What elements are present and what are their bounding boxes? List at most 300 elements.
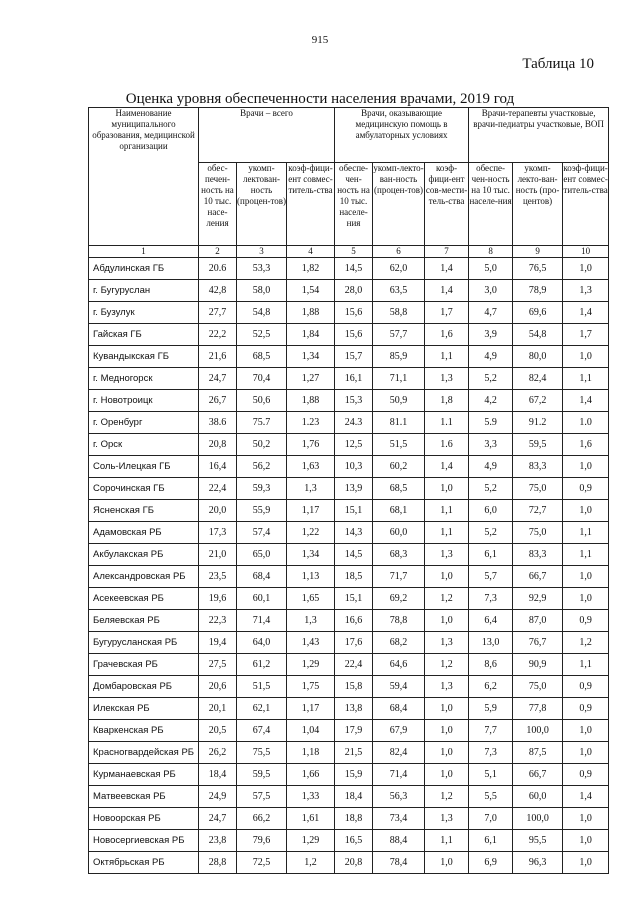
value-cell: 38.6 xyxy=(199,412,237,434)
header-sub: обеспе-чен-ность на 10 тыс. населе-ния xyxy=(335,163,373,246)
value-cell: 15,6 xyxy=(335,302,373,324)
value-cell: 51,5 xyxy=(373,434,425,456)
table-body xyxy=(89,258,609,874)
value-cell: 60,0 xyxy=(513,786,563,808)
column-number: 1 xyxy=(89,246,199,258)
institution-name-cell: Кваркенская РБ xyxy=(89,720,199,742)
value-cell: 1,0 xyxy=(563,500,609,522)
value-cell: 1,2 xyxy=(425,786,469,808)
value-cell: 50,2 xyxy=(237,434,287,456)
value-cell: 4,9 xyxy=(469,456,513,478)
value-cell: 24,7 xyxy=(199,368,237,390)
value-cell: 20,1 xyxy=(199,698,237,720)
value-cell: 1.23 xyxy=(287,412,335,434)
value-cell: 70,4 xyxy=(237,368,287,390)
value-cell: 1,82 xyxy=(287,258,335,280)
value-cell: 13,8 xyxy=(335,698,373,720)
value-cell: 1,1 xyxy=(425,522,469,544)
value-cell: 16,1 xyxy=(335,368,373,390)
value-cell: 17,6 xyxy=(335,632,373,654)
value-cell: 76,7 xyxy=(513,632,563,654)
value-cell: 15,9 xyxy=(335,764,373,786)
value-cell: 1,7 xyxy=(425,302,469,324)
table-row xyxy=(89,544,609,566)
table-row xyxy=(89,412,609,434)
institution-name-cell: Сорочинская ГБ xyxy=(89,478,199,500)
value-cell: 5,9 xyxy=(469,698,513,720)
institution-name-cell: Курманаевская РБ xyxy=(89,764,199,786)
value-cell: 1,34 xyxy=(287,346,335,368)
value-cell: 1,0 xyxy=(563,742,609,764)
value-cell: 57,4 xyxy=(237,522,287,544)
value-cell: 20.6 xyxy=(199,258,237,280)
value-cell: 7,0 xyxy=(469,808,513,830)
value-cell: 82,4 xyxy=(513,368,563,390)
value-cell: 78,9 xyxy=(513,280,563,302)
value-cell: 22,2 xyxy=(199,324,237,346)
value-cell: 68,3 xyxy=(373,544,425,566)
value-cell: 17,9 xyxy=(335,720,373,742)
value-cell: 75,0 xyxy=(513,522,563,544)
value-cell: 5,5 xyxy=(469,786,513,808)
column-number: 9 xyxy=(513,246,563,258)
value-cell: 87,0 xyxy=(513,610,563,632)
value-cell: 23,8 xyxy=(199,830,237,852)
value-cell: 6,1 xyxy=(469,544,513,566)
value-cell: 1,2 xyxy=(287,852,335,874)
institution-name-cell: Октябрьская РБ xyxy=(89,852,199,874)
column-number: 3 xyxy=(237,246,287,258)
value-cell: 20,5 xyxy=(199,720,237,742)
value-cell: 68,5 xyxy=(237,346,287,368)
value-cell: 6,9 xyxy=(469,852,513,874)
value-cell: 15,6 xyxy=(335,324,373,346)
institution-name-cell: г. Медногорск xyxy=(89,368,199,390)
table-row xyxy=(89,346,609,368)
institution-name-cell: Грачевская РБ xyxy=(89,654,199,676)
value-cell: 1,27 xyxy=(287,368,335,390)
value-cell: 15,7 xyxy=(335,346,373,368)
value-cell: 5,7 xyxy=(469,566,513,588)
value-cell: 18,5 xyxy=(335,566,373,588)
value-cell: 1,76 xyxy=(287,434,335,456)
institution-name-cell: Соль-Илецкая ГБ xyxy=(89,456,199,478)
value-cell: 1,63 xyxy=(287,456,335,478)
table-row xyxy=(89,786,609,808)
value-cell: 20,8 xyxy=(199,434,237,456)
value-cell: 61,2 xyxy=(237,654,287,676)
value-cell: 1,1 xyxy=(425,346,469,368)
institution-name-cell: Новосергиевская РБ xyxy=(89,830,199,852)
value-cell: 1,84 xyxy=(287,324,335,346)
value-cell: 62,1 xyxy=(237,698,287,720)
table-row xyxy=(89,632,609,654)
table-row xyxy=(89,654,609,676)
table-row xyxy=(89,324,609,346)
value-cell: 1,17 xyxy=(287,500,335,522)
value-cell: 1,43 xyxy=(287,632,335,654)
header-group-row xyxy=(89,108,609,163)
header-sub: укомп-лекто-ван-ность (про-центов) xyxy=(513,163,563,246)
value-cell: 20,6 xyxy=(199,676,237,698)
value-cell: 50,9 xyxy=(373,390,425,412)
value-cell: 71,7 xyxy=(373,566,425,588)
value-cell: 1,18 xyxy=(287,742,335,764)
value-cell: 75,0 xyxy=(513,478,563,500)
header-sub: обес-печен-ность на 10 тыс. насе-ления xyxy=(199,163,237,246)
value-cell: 5.9 xyxy=(469,412,513,434)
value-cell: 20,0 xyxy=(199,500,237,522)
value-cell: 59,4 xyxy=(373,676,425,698)
institution-name-cell: Илекская РБ xyxy=(89,698,199,720)
value-cell: 6,1 xyxy=(469,830,513,852)
value-cell: 10,3 xyxy=(335,456,373,478)
institution-name-cell: Адамовская РБ xyxy=(89,522,199,544)
value-cell: 1,4 xyxy=(425,258,469,280)
column-number-row xyxy=(89,246,609,258)
institution-name-cell: Бугурусланская РБ xyxy=(89,632,199,654)
value-cell: 77,8 xyxy=(513,698,563,720)
value-cell: 19,4 xyxy=(199,632,237,654)
value-cell: 15,1 xyxy=(335,588,373,610)
table-row xyxy=(89,280,609,302)
table-row xyxy=(89,302,609,324)
table-row xyxy=(89,588,609,610)
value-cell: 72,5 xyxy=(237,852,287,874)
value-cell: 75,0 xyxy=(513,676,563,698)
table-row xyxy=(89,852,609,874)
header-group-all-doctors: Врачи – всего xyxy=(199,108,335,163)
value-cell: 1,2 xyxy=(425,588,469,610)
value-cell: 88,4 xyxy=(373,830,425,852)
value-cell: 75,5 xyxy=(237,742,287,764)
table-row xyxy=(89,830,609,852)
column-number: 5 xyxy=(335,246,373,258)
value-cell: 73,4 xyxy=(373,808,425,830)
value-cell: 58,0 xyxy=(237,280,287,302)
value-cell: 1,6 xyxy=(563,434,609,456)
value-cell: 56,2 xyxy=(237,456,287,478)
value-cell: 67,2 xyxy=(513,390,563,412)
value-cell: 1,0 xyxy=(563,852,609,874)
value-cell: 5,1 xyxy=(469,764,513,786)
value-cell: 56,3 xyxy=(373,786,425,808)
value-cell: 58,8 xyxy=(373,302,425,324)
value-cell: 59,5 xyxy=(513,434,563,456)
value-cell: 1,1 xyxy=(563,368,609,390)
value-cell: 15,3 xyxy=(335,390,373,412)
value-cell: 79,6 xyxy=(237,830,287,852)
value-cell: 1,0 xyxy=(563,456,609,478)
value-cell: 5,2 xyxy=(469,522,513,544)
value-cell: 1,75 xyxy=(287,676,335,698)
table-row xyxy=(89,566,609,588)
value-cell: 14,3 xyxy=(335,522,373,544)
value-cell: 21,0 xyxy=(199,544,237,566)
value-cell: 1,0 xyxy=(563,720,609,742)
value-cell: 90,9 xyxy=(513,654,563,676)
value-cell: 18,8 xyxy=(335,808,373,830)
value-cell: 1,0 xyxy=(425,566,469,588)
value-cell: 1,4 xyxy=(425,456,469,478)
value-cell: 7,3 xyxy=(469,588,513,610)
value-cell: 0,9 xyxy=(563,478,609,500)
value-cell: 7,7 xyxy=(469,720,513,742)
value-cell: 18,4 xyxy=(199,764,237,786)
value-cell: 1,1 xyxy=(425,500,469,522)
institution-name-cell: Красногвардейская РБ xyxy=(89,742,199,764)
value-cell: 67,4 xyxy=(237,720,287,742)
value-cell: 3,0 xyxy=(469,280,513,302)
table-row xyxy=(89,610,609,632)
header-group-ambulatory: Врачи, оказывающие медицинскую помощь в амбулаторных условиях xyxy=(335,108,469,163)
table-row xyxy=(89,500,609,522)
value-cell: 13,9 xyxy=(335,478,373,500)
institution-name-cell: Акбулакская РБ xyxy=(89,544,199,566)
value-cell: 54,8 xyxy=(237,302,287,324)
value-cell: 1,1 xyxy=(425,830,469,852)
value-cell: 1,3 xyxy=(425,368,469,390)
value-cell: 1,0 xyxy=(563,808,609,830)
value-cell: 1,88 xyxy=(287,302,335,324)
value-cell: 6,4 xyxy=(469,610,513,632)
value-cell: 0,9 xyxy=(563,610,609,632)
value-cell: 100,0 xyxy=(513,808,563,830)
value-cell: 66,2 xyxy=(237,808,287,830)
value-cell: 1.6 xyxy=(425,434,469,456)
table-row xyxy=(89,522,609,544)
value-cell: 1,3 xyxy=(425,808,469,830)
value-cell: 15,1 xyxy=(335,500,373,522)
value-cell: 13,0 xyxy=(469,632,513,654)
value-cell: 78,8 xyxy=(373,610,425,632)
value-cell: 59,5 xyxy=(237,764,287,786)
value-cell: 1,3 xyxy=(425,676,469,698)
value-cell: 52,5 xyxy=(237,324,287,346)
institution-name-cell: Матвеевская РБ xyxy=(89,786,199,808)
header-sub: укомп-лектован-ность (процен-тов) xyxy=(237,163,287,246)
value-cell: 63,5 xyxy=(373,280,425,302)
value-cell: 1,2 xyxy=(425,654,469,676)
value-cell: 27,5 xyxy=(199,654,237,676)
value-cell: 12,5 xyxy=(335,434,373,456)
value-cell: 3,3 xyxy=(469,434,513,456)
value-cell: 24,7 xyxy=(199,808,237,830)
value-cell: 1,1 xyxy=(563,522,609,544)
institution-name-cell: Беляевская РБ xyxy=(89,610,199,632)
value-cell: 1,3 xyxy=(425,632,469,654)
table-row xyxy=(89,742,609,764)
value-cell: 1,3 xyxy=(563,280,609,302)
value-cell: 1,0 xyxy=(425,720,469,742)
value-cell: 1,0 xyxy=(563,830,609,852)
value-cell: 60,1 xyxy=(237,588,287,610)
value-cell: 51,5 xyxy=(237,676,287,698)
value-cell: 4,7 xyxy=(469,302,513,324)
value-cell: 85,9 xyxy=(373,346,425,368)
value-cell: 1,0 xyxy=(425,764,469,786)
institution-name-cell: г. Оренбург xyxy=(89,412,199,434)
value-cell: 1,61 xyxy=(287,808,335,830)
value-cell: 87,5 xyxy=(513,742,563,764)
header-sub: коэф-фици-ент совмес-титель-ства xyxy=(563,163,609,246)
value-cell: 8,6 xyxy=(469,654,513,676)
value-cell: 28,8 xyxy=(199,852,237,874)
table-row xyxy=(89,808,609,830)
table-row xyxy=(89,368,609,390)
value-cell: 21,5 xyxy=(335,742,373,764)
value-cell: 22,4 xyxy=(199,478,237,500)
value-cell: 62,0 xyxy=(373,258,425,280)
value-cell: 17,3 xyxy=(199,522,237,544)
value-cell: 1.0 xyxy=(563,412,609,434)
value-cell: 1,0 xyxy=(425,478,469,500)
value-cell: 78,4 xyxy=(373,852,425,874)
value-cell: 1,34 xyxy=(287,544,335,566)
institution-name-cell: Домбаровская РБ xyxy=(89,676,199,698)
value-cell: 83,3 xyxy=(513,456,563,478)
column-number: 10 xyxy=(563,246,609,258)
table-row xyxy=(89,676,609,698)
institution-name-cell: Кувандыкская ГБ xyxy=(89,346,199,368)
institution-name-cell: г. Новотроицк xyxy=(89,390,199,412)
value-cell: 16,4 xyxy=(199,456,237,478)
value-cell: 1,0 xyxy=(563,566,609,588)
value-cell: 1,17 xyxy=(287,698,335,720)
value-cell: 16,5 xyxy=(335,830,373,852)
value-cell: 71,4 xyxy=(373,764,425,786)
value-cell: 1,0 xyxy=(425,742,469,764)
value-cell: 68,4 xyxy=(237,566,287,588)
value-cell: 7,3 xyxy=(469,742,513,764)
header-name: Наименование муниципального образования, медицинской организации xyxy=(89,108,199,246)
institution-name-cell: Гайская ГБ xyxy=(89,324,199,346)
column-number: 7 xyxy=(425,246,469,258)
value-cell: 95,5 xyxy=(513,830,563,852)
table-row xyxy=(89,478,609,500)
value-cell: 68,2 xyxy=(373,632,425,654)
value-cell: 4,2 xyxy=(469,390,513,412)
value-cell: 82,4 xyxy=(373,742,425,764)
value-cell: 26,7 xyxy=(199,390,237,412)
value-cell: 1,33 xyxy=(287,786,335,808)
institution-name-cell: г. Бузулук xyxy=(89,302,199,324)
value-cell: 54,8 xyxy=(513,324,563,346)
value-cell: 1,0 xyxy=(563,346,609,368)
table-row xyxy=(89,258,609,280)
header-sub: коэф-фици-ент совмес-титель-ства xyxy=(287,163,335,246)
value-cell: 5,2 xyxy=(469,368,513,390)
table-label: Таблица 10 xyxy=(522,56,594,72)
value-cell: 91.2 xyxy=(513,412,563,434)
header-group-district: Врачи-терапевты участковые, врачи-педиатры участковые, ВОП xyxy=(469,108,609,163)
value-cell: 76,5 xyxy=(513,258,563,280)
value-cell: 1,1 xyxy=(563,544,609,566)
value-cell: 69,6 xyxy=(513,302,563,324)
value-cell: 1,1 xyxy=(563,654,609,676)
value-cell: 1,4 xyxy=(425,280,469,302)
value-cell: 60,0 xyxy=(373,522,425,544)
value-cell: 1,0 xyxy=(563,258,609,280)
value-cell: 71,4 xyxy=(237,610,287,632)
value-cell: 71,1 xyxy=(373,368,425,390)
value-cell: 1,7 xyxy=(563,324,609,346)
value-cell: 5,2 xyxy=(469,478,513,500)
value-cell: 1,22 xyxy=(287,522,335,544)
value-cell: 6,2 xyxy=(469,676,513,698)
table-row xyxy=(89,456,609,478)
value-cell: 68,4 xyxy=(373,698,425,720)
value-cell: 1,13 xyxy=(287,566,335,588)
value-cell: 22,3 xyxy=(199,610,237,632)
value-cell: 23,5 xyxy=(199,566,237,588)
value-cell: 1,4 xyxy=(563,786,609,808)
value-cell: 1,54 xyxy=(287,280,335,302)
header-sub: коэф-фици-ент сов-мести-тель-ства xyxy=(425,163,469,246)
value-cell: 55,9 xyxy=(237,500,287,522)
value-cell: 1,0 xyxy=(425,852,469,874)
value-cell: 57,7 xyxy=(373,324,425,346)
value-cell: 0,9 xyxy=(563,764,609,786)
value-cell: 27,7 xyxy=(199,302,237,324)
value-cell: 75.7 xyxy=(237,412,287,434)
value-cell: 64,0 xyxy=(237,632,287,654)
physician-supply-table xyxy=(88,107,609,874)
value-cell: 20,8 xyxy=(335,852,373,874)
institution-name-cell: Новоорская РБ xyxy=(89,808,199,830)
value-cell: 50,6 xyxy=(237,390,287,412)
value-cell: 1,8 xyxy=(425,390,469,412)
column-number: 6 xyxy=(373,246,425,258)
value-cell: 1,65 xyxy=(287,588,335,610)
value-cell: 92,9 xyxy=(513,588,563,610)
value-cell: 21,6 xyxy=(199,346,237,368)
value-cell: 80,0 xyxy=(513,346,563,368)
value-cell: 81.1 xyxy=(373,412,425,434)
value-cell: 16,6 xyxy=(335,610,373,632)
value-cell: 1,0 xyxy=(425,698,469,720)
value-cell: 1,4 xyxy=(563,302,609,324)
value-cell: 1,0 xyxy=(425,610,469,632)
value-cell: 53,3 xyxy=(237,258,287,280)
value-cell: 60,2 xyxy=(373,456,425,478)
value-cell: 83,3 xyxy=(513,544,563,566)
header-sub: обеспе-чен-ность на 10 тыс. населе-ния xyxy=(469,163,513,246)
value-cell: 1,88 xyxy=(287,390,335,412)
value-cell: 66,7 xyxy=(513,566,563,588)
page-number: 915 xyxy=(311,34,329,46)
value-cell: 1,4 xyxy=(563,390,609,412)
value-cell: 4,9 xyxy=(469,346,513,368)
value-cell: 1,66 xyxy=(287,764,335,786)
value-cell: 1,29 xyxy=(287,830,335,852)
table-row xyxy=(89,390,609,412)
value-cell: 24,9 xyxy=(199,786,237,808)
institution-name-cell: Абдулинская ГБ xyxy=(89,258,199,280)
value-cell: 67,9 xyxy=(373,720,425,742)
value-cell: 22,4 xyxy=(335,654,373,676)
column-number: 2 xyxy=(199,246,237,258)
value-cell: 1,04 xyxy=(287,720,335,742)
value-cell: 14,5 xyxy=(335,258,373,280)
value-cell: 3,9 xyxy=(469,324,513,346)
value-cell: 1,3 xyxy=(425,544,469,566)
institution-name-cell: Александровская РБ xyxy=(89,566,199,588)
value-cell: 6,0 xyxy=(469,500,513,522)
value-cell: 28,0 xyxy=(335,280,373,302)
value-cell: 96,3 xyxy=(513,852,563,874)
value-cell: 72,7 xyxy=(513,500,563,522)
